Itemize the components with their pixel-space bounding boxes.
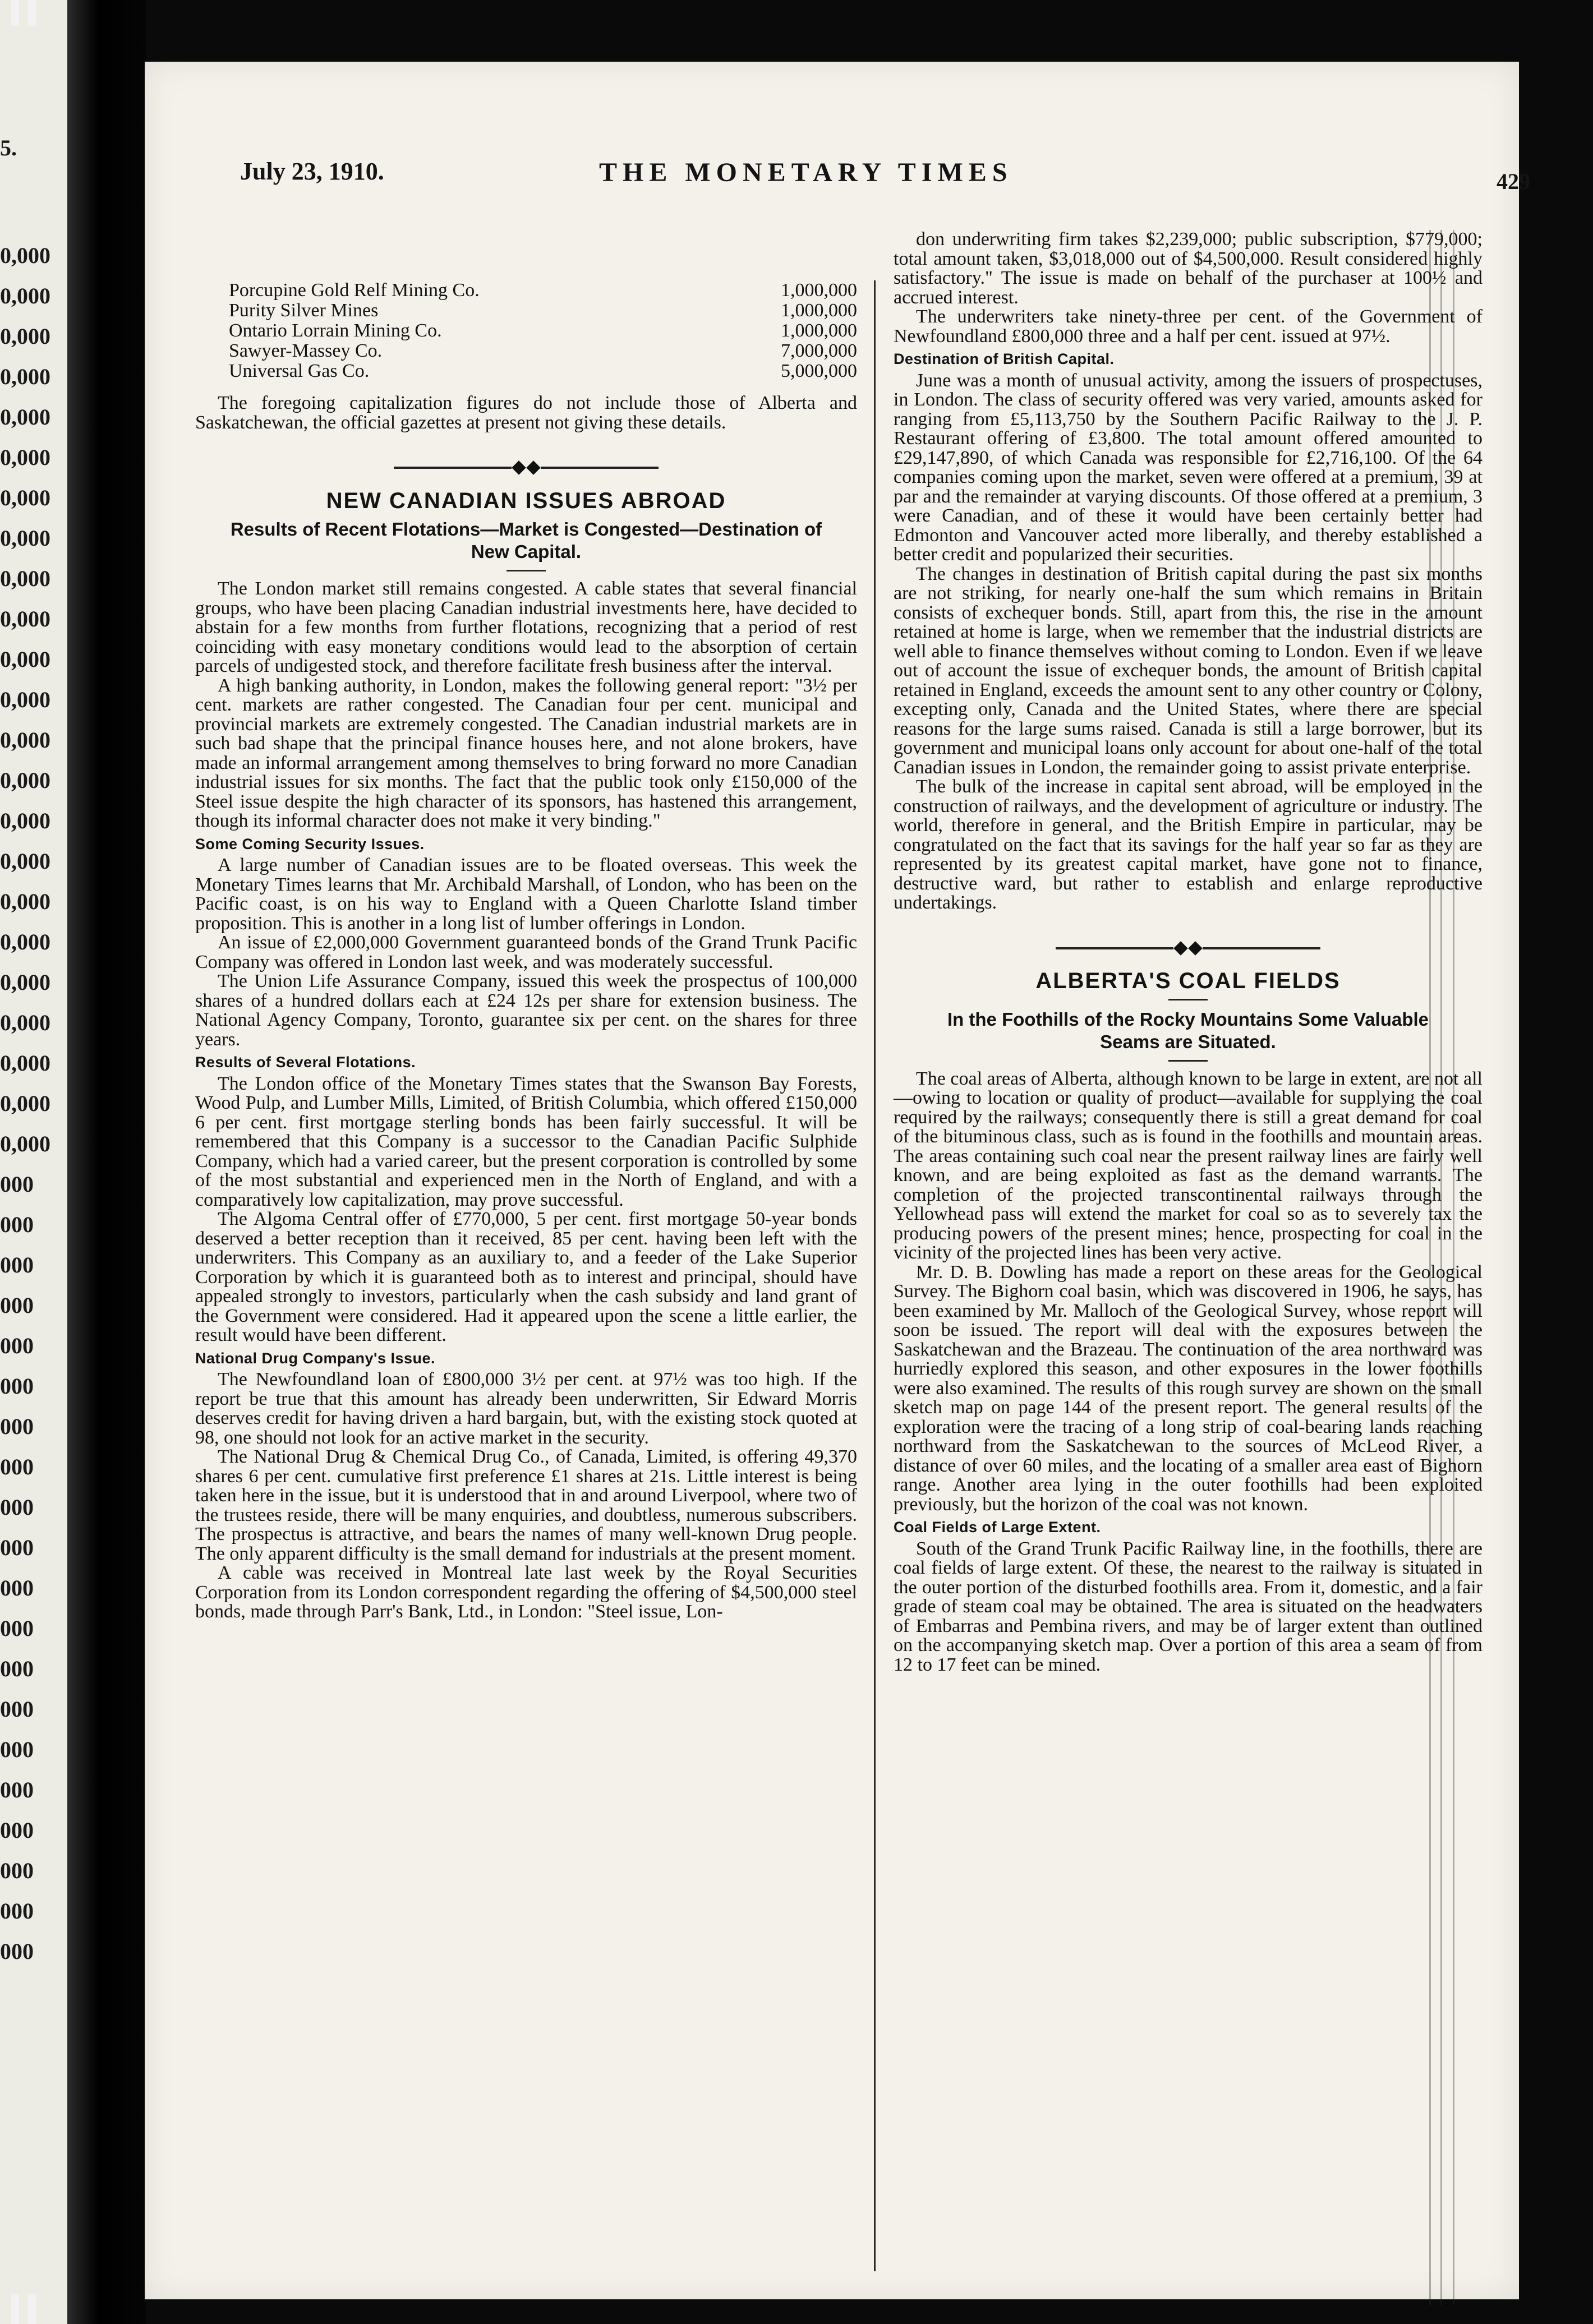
previous-page-fragment: 0,000 — [0, 687, 50, 712]
paragraph: Mr. D. B. Dowling has made a report on these areas for the Geological Survey. The Bighorn coal basin, which was discovered in 1906, he says, has been examined by Mr. Malloch of the Geological Survey, whose report will soon be issued. The report will deal with the exposures between the Saskatchewan and the Brazeau. The continuation of the area northward was hurriedly explored this season, and other exposures in the lower foothills were also examined. The results of this rough survey are shown on the small sketch map on page 144 of the present report. The general results of the exploration were the tracing of a long strip of coal-bearing lands reaching northward from the Saskatchewan to the sources of McLeod River, a distance of over 60 miles, and the locating of a smaller area east of Bighorn range. Another area lying in the outer foothills had been exploited previously, but the horizon of the coal was not known. — [894, 1261, 1482, 1515]
article-title: ALBERTA'S COAL FIELDS — [1035, 969, 1341, 993]
article-title: NEW CANADIAN ISSUES ABROAD — [326, 488, 726, 513]
previous-page-fragment: 0,000 — [0, 647, 50, 672]
previous-page-fragment: 000 — [0, 1495, 34, 1520]
table-row — [229, 301, 857, 321]
table-row — [229, 321, 857, 341]
subheading: Destination of British Capital. — [894, 351, 1115, 367]
paragraph: The Algoma Central offer of £770,000, 5 per cent. first mortgage 50-year bonds deserved a better reception than it received, 85 per cent. having been left with the underwriters. This Company as an auxiliary to, and a feeder of the Lake Superior Corporation by which it is guaranteed both as to interest and principal, should have appealed strongly to investors, particularly when the cash subsidy and land grant of the Government were considered. Had it appeared upon the scene a little earlier, the result would have been different. — [195, 1209, 857, 1345]
article-body — [195, 579, 857, 831]
previous-page-edge — [0, 0, 67, 2324]
previous-page-fragment: 000 — [0, 1656, 34, 1681]
article-body — [894, 230, 1482, 346]
deck-rule — [507, 570, 546, 571]
book-gutter — [67, 0, 146, 2324]
binding-mark — [11, 0, 19, 26]
paragraph: The bulk of the increase in capital sent abroad, will be employed in the construction of railways, and the development of agriculture or industry. The world, therefore in general, and the British Empire in particular, may be congratulated on the fact that its savings for the half year so far as they are represented by its greatest capital market, have gone not to finance, destructive ward, but rather to establish and enlarge reproductive undertakings. — [894, 776, 1482, 913]
previous-page-fragment: 000 — [0, 1535, 34, 1560]
paragraph: A high banking authority, in London, makes the following general report: "3½ per cent. markets are rather congested. The Canadian four per cent. municipal and provincial markets are extremely congested. The Canadian industrial markets are in such bad shape that the principal finance houses here, and not alone brokers, have made an informal arrangement among themselves to bring forward no more Canadian industrial issues for six months. The fact that the public took only £150,000 of the Steel issue despite the high character of its sponsors, has hastened this arrangement, though its informal character does not make it very binding." — [195, 675, 857, 831]
previous-page-fragment: 0,000 — [0, 243, 50, 268]
previous-page-fragment: 0,000 — [0, 727, 50, 753]
paragraph: A cable was received in Montreal late last week by the Royal Securities Corporation from its London correspondent regarding the offering of $4,500,000 steel bonds, made through Parr's Bank, Ltd., in London: "Steel issue, Lon- — [195, 1562, 857, 1622]
article-body — [894, 1539, 1482, 1675]
previous-page-fragment: 0,000 — [0, 283, 50, 308]
table-row — [229, 280, 857, 301]
column-rule — [874, 280, 876, 2271]
section-ornament — [195, 457, 857, 477]
capital-amount: 1,000,000 — [781, 300, 857, 321]
article-body — [894, 371, 1482, 913]
previous-page-fragment: 000 — [0, 1172, 34, 1197]
subheading: Some Coming Security Issues. — [195, 835, 425, 852]
capital-amount: 5,000,000 — [781, 361, 857, 381]
capitalization-table — [229, 280, 857, 381]
previous-page-fragment: 0,000 — [0, 364, 50, 389]
article-body — [195, 1370, 857, 1622]
capital-amount: 1,000,000 — [781, 320, 857, 341]
subheading: National Drug Company's Issue. — [195, 1349, 436, 1367]
binding-mark — [11, 2294, 19, 2324]
article-body — [195, 1075, 857, 1345]
paragraph: June was a month of unusual activity, among the issuers of prospectuses, in London. The class of security offered was very varied, amounts asked for ranging from £5,113,750 by the Southern Pacific Railway to the J. P. Restaurant offering of £3,800. The total amount offered amounted to £29,147,890, of which Canada was responsible for £2,716,100. Of the 64 companies coming upon the market, seven were offered at a premium, 39 at par and the remainder at varying discounts. Of those offered at a premium, 3 were Canadian, and of these it would have been certainly better had Edmonton and Vancouver acted more liberally, and thereby established a better credit and popularized their securities. — [894, 370, 1482, 565]
paragraph: The Newfoundland loan of £800,000 3½ per cent. at 97½ was too high. If the report be true that this amount has already been underwritten, Sir Edward Morris deserves credit for having driven a hard bargain, but, with the existing stock quoted at 98, one should not look for an active market in the security. — [195, 1369, 857, 1448]
previous-page-fragment: 5. — [0, 135, 17, 160]
company-name: Universal Gas Co. — [229, 361, 370, 381]
previous-page-fragment: 0,000 — [0, 849, 50, 874]
previous-page-fragment: 000 — [0, 1575, 34, 1601]
company-name: Purity Silver Mines — [229, 300, 379, 321]
previous-page-fragment: 000 — [0, 1373, 34, 1399]
paragraph: The underwriters take ninety-three per cent. of the Government of Newfoundland £800,000 three and a half per cent. issued at 97½. — [894, 306, 1482, 347]
article-deck: Results of Recent Flotations—Market is Congested—Destination of New Capital. — [230, 519, 822, 562]
previous-page-fragment: 0,000 — [0, 1091, 50, 1116]
deck-rule — [1168, 1060, 1208, 1062]
article-deck: In the Foothills of the Rocky Mountains Some Valuable Seams are Situated. — [947, 1008, 1429, 1052]
article-body — [195, 856, 857, 1049]
binding-mark — [28, 0, 36, 26]
previous-page-fragment: 0,000 — [0, 566, 50, 591]
page-header — [240, 151, 1547, 196]
previous-page-fragment: 0,000 — [0, 889, 50, 914]
subheading: Coal Fields of Large Extent. — [894, 1519, 1101, 1536]
previous-page-fragment: 000 — [0, 1616, 34, 1641]
previous-page-fragment: 000 — [0, 1939, 34, 1964]
previous-page-fragment: 0,000 — [0, 929, 50, 955]
paragraph: The changes in destination of British capital during the past six months are not striking, for nearly one-half the sum which remains in Britain consists of exchequer bonds. Still, apart from this, the rise in the amount retained at home is large, when we remember that the industrial districts are well able to finance themselves without coming to London. Even if we leave out of account the issue of exchequer bonds, the amount of British capital retained in England, exceeds the amount sent to any other country or Colony, excepting only, Canada and the United States, where there are special reasons for the large sums raised. Canada is still a large borrower, but its government and municipal loans only account for about one-half of the total Canadian issues in London, the remainder going to assist private enterprise. — [894, 563, 1482, 778]
page-number: 429 — [1497, 169, 1530, 194]
paragraph: The London market still remains congested. A cable states that several financial groups, who have been placing Canadian industrial investments here, have decided to abstain for a few months from further flotations, recognizing that a period of rest coinciding with easy monetary conditions would lead to the absorption of certain parcels of undigested stock, and therefore facilitate fresh business after the interval. — [195, 578, 857, 676]
previous-page-fragment: 0,000 — [0, 324, 50, 349]
previous-page-fragment: 0,000 — [0, 1131, 50, 1156]
table-row — [229, 341, 857, 361]
publication-title: THE MONETARY TIMES — [599, 158, 1013, 187]
subheading: Results of Several Flotations. — [195, 1054, 416, 1071]
paragraph: The National Drug & Chemical Drug Co., of Canada, Limited, is offering 49,370 shares 6 per cent. cumulative first preference £1 shares at 21s. Little interest is being taken here in the issue, but it is understood that in and around Liverpool, where two of the trustees reside, there will be many enquiries, and doubtless, numerous subscribers. The prospectus is attractive, and bears the names of many well-known Drug people. The only apparent difficulty is the small demand for industrials at the present moment. — [195, 1446, 857, 1564]
previous-page-fragment: 000 — [0, 1696, 34, 1722]
paragraph: The Union Life Assurance Company, issued this week the prospectus of 100,000 shares of a hundred dollars each at £24 12s per share for extension business. The National Agency Company, Toronto, guarantee six per cent. on the shares for three years. — [195, 971, 857, 1050]
company-name: Sawyer-Massey Co. — [229, 340, 383, 361]
previous-page-fragment: 0,000 — [0, 1050, 50, 1076]
right-column — [894, 230, 1482, 1675]
previous-page-fragment: 0,000 — [0, 525, 50, 551]
previous-page-fragment: 000 — [0, 1212, 34, 1237]
previous-page-fragment: 000 — [0, 1293, 34, 1318]
previous-page-fragment: 0,000 — [0, 970, 50, 995]
newspaper-page — [145, 62, 1530, 2299]
title-rule — [1168, 999, 1208, 1000]
previous-page-fragment: 000 — [0, 1777, 34, 1802]
previous-page-fragment: 000 — [0, 1252, 34, 1278]
paragraph: South of the Grand Trunk Pacific Railway line, in the foothills, there are coal fields of large extent. Of these, the nearest to the railway is situated in the outer portion of the disturbed foothills area. From it, domestic, and a fair grade of steam coal may be obtained. The area is situated on the headwaters of Embarras and Pembina rivers, and may be of larger extent than outlined on the accompanying sketch map. Over a portion of this area a seam of from 12 to 17 feet can be mined. — [894, 1538, 1482, 1675]
previous-page-fragment: 0,000 — [0, 768, 50, 793]
table-row — [229, 361, 857, 381]
previous-page-fragment: 0,000 — [0, 808, 50, 833]
article-body — [894, 1069, 1482, 1515]
capitalization-note: The foregoing capitalization figures do not include those of Alberta and Saskatchewan, the official gazettes at present not giving these details. — [195, 393, 857, 433]
previous-page-fragment: 000 — [0, 1454, 34, 1479]
previous-page-fragment: 000 — [0, 1818, 34, 1843]
paragraph: The London office of the Monetary Times states that the Swanson Bay Forests, Wood Pulp, and Lumber Mills, Limited, of British Columbia, which offered £150,000 6 per cent. first mortgage sterling bonds has been fairly successful. It will be remembered that this Company is a successor to the Canadian Pacific Sulphide Company, which had a varied career, but the present corporation is controlled by some of the most substantial and experienced men in the North of England, and with a comparatively low capitalization, may prove successful. — [195, 1073, 857, 1210]
paragraph: The coal areas of Alberta, although known to be large in extent, are not all—owing to location or quality of product—available for supplying the coal required by the railways; consequently there is still a great demand for coal of the bituminous class, such as is found in the foothills and mountain areas. The areas containing such coal near the present railway lines are fairly well known, and are being exploited as fast as the demand warrants. The completion of the projected transcontinental railways through the Yellowhead pass will extend the market for coal so as to severely tax the producing powers of the present mines; hence, prospecting for coal in the vicinity of the projected lines has been very active. — [894, 1068, 1482, 1263]
previous-page-fragment: 0,000 — [0, 404, 50, 430]
company-name: Ontario Lorrain Mining Co. — [229, 320, 442, 341]
previous-page-fragment: 0,000 — [0, 485, 50, 510]
section-ornament — [894, 938, 1482, 957]
binding-mark — [28, 2294, 36, 2324]
previous-page-fragment: 000 — [0, 1858, 34, 1883]
previous-page-fragment: 000 — [0, 1737, 34, 1762]
previous-page-fragment: 0,000 — [0, 1010, 50, 1035]
previous-page-fragment: 0,000 — [0, 606, 50, 631]
previous-page-fragment: 000 — [0, 1333, 34, 1358]
paragraph: don underwriting firm takes $2,239,000; public subscription, $779,000; total amount taken, $3,018,000 out of $4,500,000. Result considered highly satisfactory." The issue is made on behalf of the purchaser at 100½ and accrued interest. — [894, 229, 1482, 308]
paragraph: A large number of Canadian issues are to be floated overseas. This week the Monetary Times learns that Mr. Archibald Marshall, of London, who has been on the Pacific coast, is on his way to England with a Queen Charlotte Island timber proposition. This is another in a long list of lumber offerings in London. — [195, 855, 857, 934]
company-name: Porcupine Gold Relf Mining Co. — [229, 280, 480, 301]
left-column — [195, 280, 857, 1622]
issue-date: July 23, 1910. — [240, 158, 384, 185]
paragraph: An issue of £2,000,000 Government guaranteed bonds of the Grand Trunk Pacific Company was offered in London last week, and was moderately successful. — [195, 932, 857, 972]
capital-amount: 7,000,000 — [781, 340, 857, 361]
previous-page-fragment: 000 — [0, 1898, 34, 1924]
previous-page-fragment: 000 — [0, 1414, 34, 1439]
capital-amount: 1,000,000 — [781, 280, 857, 301]
previous-page-fragment: 0,000 — [0, 445, 50, 470]
